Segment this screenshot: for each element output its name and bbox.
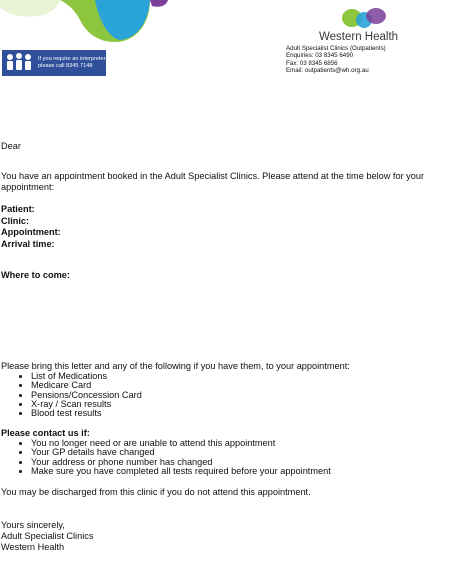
- bring-intro: Please bring this letter and any of the following if you have them, to your appointment:: [1, 361, 350, 371]
- interpreter-banner: [2, 50, 106, 76]
- contact-line: Enquiries: 03 8345 6490: [286, 52, 354, 60]
- bring-list: [1, 372, 142, 418]
- list-item: • Make sure you have completed all tests required before your appointment: [31, 467, 331, 476]
- header-decoration: [0, 0, 175, 50]
- contact-line: Fax: 03 8345 6856: [286, 59, 338, 67]
- contact-line: Adult Specialist Clinics (Outpatients): [286, 45, 386, 52]
- field-patient-label: Patient:: [1, 204, 35, 214]
- clinic-contact-block: [286, 45, 386, 75]
- where-to-come-label: Where to come:: [1, 270, 70, 280]
- people-icon: [2, 50, 36, 76]
- list-item: • Pensions/Concession Card: [31, 391, 142, 400]
- salutation: Dear: [1, 141, 21, 151]
- list-item: • List of Medications: [31, 372, 142, 381]
- intro-line: You have an appointment booked in the Adult Specialist Clinics. Please attend at the time below for your: [1, 171, 425, 181]
- list-item: • You no longer need or are unable to attend this appointment: [31, 439, 331, 448]
- list-item: • Your address or phone number has changed: [31, 458, 331, 467]
- closing-line: Western Health: [1, 542, 65, 552]
- discharge-note: You may be discharged from this clinic if you do not attend this appointment.: [1, 487, 311, 497]
- field-clinic-label: Clinic:: [1, 215, 30, 226]
- contact-us-heading: Please contact us if:: [1, 428, 90, 438]
- field-arrival-label: Arrival time:: [1, 238, 55, 249]
- list-item: • X-ray / Scan results: [31, 400, 142, 409]
- brand-name: Western Health: [319, 31, 399, 43]
- intro-line: appointment:: [1, 182, 55, 192]
- contact-us-list: [1, 439, 331, 476]
- intro-paragraph: [1, 171, 424, 193]
- list-item: • Medicare Card: [31, 381, 142, 390]
- contact-line: Email: outpatients@wh.org.au: [286, 67, 369, 75]
- western-health-logo-icon: [340, 6, 388, 30]
- list-item: • Blood test results: [31, 409, 142, 418]
- interpreter-text-1: If you require an interpreter: [38, 56, 106, 62]
- appointment-fields: [1, 204, 61, 250]
- closing-line: Yours sincerely,: [1, 520, 65, 530]
- field-appointment-label: Appointment:: [1, 227, 61, 237]
- closing-block: [1, 520, 93, 553]
- list-item: • Your GP details have changed: [31, 448, 331, 457]
- interpreter-text-2: please call 8345 7148: [38, 63, 93, 69]
- closing-line: Adult Specialist Clinics: [1, 531, 94, 541]
